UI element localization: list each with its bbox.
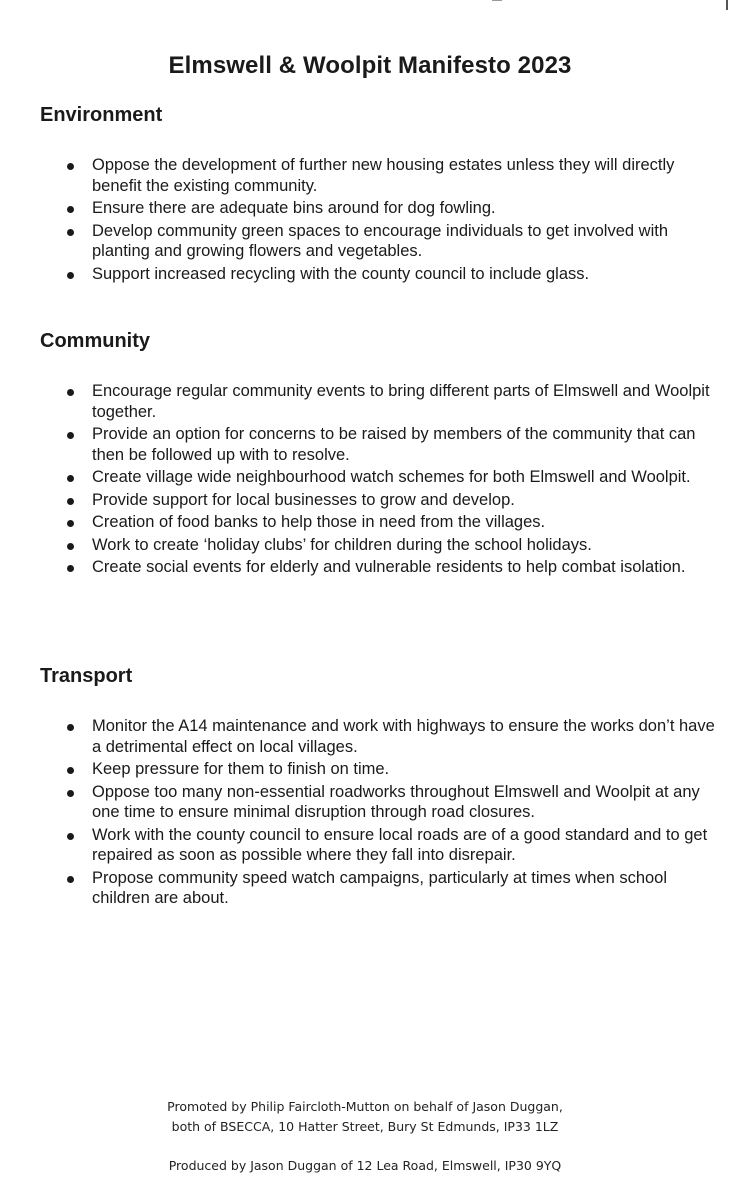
- bullet-icon: [67, 475, 74, 482]
- section-transport: [40, 665, 720, 911]
- bullet-icon: [67, 520, 74, 527]
- bullet-icon: [67, 767, 74, 774]
- page-title: Elmswell & Woolpit Manifesto 2023: [168, 52, 572, 79]
- list-item: Provide support for local businesses to grow and develop.: [40, 490, 720, 511]
- bullet-icon: [67, 432, 74, 439]
- imprint-line: both of BSECCA, 10 Hatter Street, Bury St Edmunds, IP33 1LZ: [171, 1119, 559, 1134]
- list-item: Propose community speed watch campaigns, particularly at times when school children are about.: [40, 868, 720, 909]
- bullet-list: [40, 716, 720, 909]
- section-heading: Transport: [40, 665, 133, 687]
- scan-mark: [726, 0, 728, 10]
- list-item: Keep pressure for them to finish on time.: [40, 759, 720, 780]
- list-item: Monitor the A14 maintenance and work with highways to ensure the works don’t have a detrimental effect on local villages.: [40, 716, 720, 757]
- list-item: Ensure there are adequate bins around for dog fowling.: [40, 198, 720, 219]
- bullet-icon: [67, 498, 74, 505]
- imprint-promoted: [0, 1097, 730, 1137]
- scan-mark: [492, 0, 502, 1]
- section-heading: Community: [40, 330, 150, 352]
- bullet-icon: [67, 272, 74, 279]
- bullet-icon: [67, 543, 74, 550]
- bullet-list: [40, 155, 720, 284]
- section-community: [40, 330, 720, 580]
- bullet-icon: [67, 229, 74, 236]
- imprint-produced: Produced by Jason Duggan of 12 Lea Road, Elmswell, IP30 9YQ: [168, 1158, 562, 1173]
- list-item: Support increased recycling with the county council to include glass.: [40, 264, 720, 285]
- bullet-icon: [67, 876, 74, 883]
- bullet-icon: [67, 206, 74, 213]
- list-item: Work to create ‘holiday clubs’ for children during the school holidays.: [40, 535, 720, 556]
- list-item: Oppose the development of further new housing estates unless they will directly benefit the existing community.: [40, 155, 720, 196]
- list-item: Creation of food banks to help those in need from the villages.: [40, 512, 720, 533]
- imprint-line: Promoted by Philip Faircloth-Mutton on behalf of Jason Duggan,: [167, 1099, 563, 1114]
- bullet-icon: [67, 163, 74, 170]
- bullet-icon: [67, 790, 74, 797]
- bullet-icon: [67, 724, 74, 731]
- list-item: Encourage regular community events to bring different parts of Elmswell and Woolpit together.: [40, 381, 720, 422]
- bullet-icon: [67, 833, 74, 840]
- list-item: Work with the county council to ensure local roads are of a good standard and to get repaired as soon as possible where they fall into disrepair.: [40, 825, 720, 866]
- bullet-icon: [67, 389, 74, 396]
- bullet-icon: [67, 565, 74, 572]
- bullet-list: [40, 381, 720, 578]
- section-environment: [40, 104, 720, 286]
- list-item: Create social events for elderly and vulnerable residents to help combat isolation.: [40, 557, 720, 578]
- section-heading: Environment: [40, 104, 163, 126]
- list-item: Provide an option for concerns to be raised by members of the community that can then be followed up with to resolve.: [40, 424, 720, 465]
- list-item: Oppose too many non-essential roadworks throughout Elmswell and Woolpit at any one time to ensure minimal disruption through road closures.: [40, 782, 720, 823]
- list-item: Create village wide neighbourhood watch schemes for both Elmswell and Woolpit.: [40, 467, 720, 488]
- list-item: Develop community green spaces to encourage individuals to get involved with planting and growing flowers and vegetables.: [40, 221, 720, 262]
